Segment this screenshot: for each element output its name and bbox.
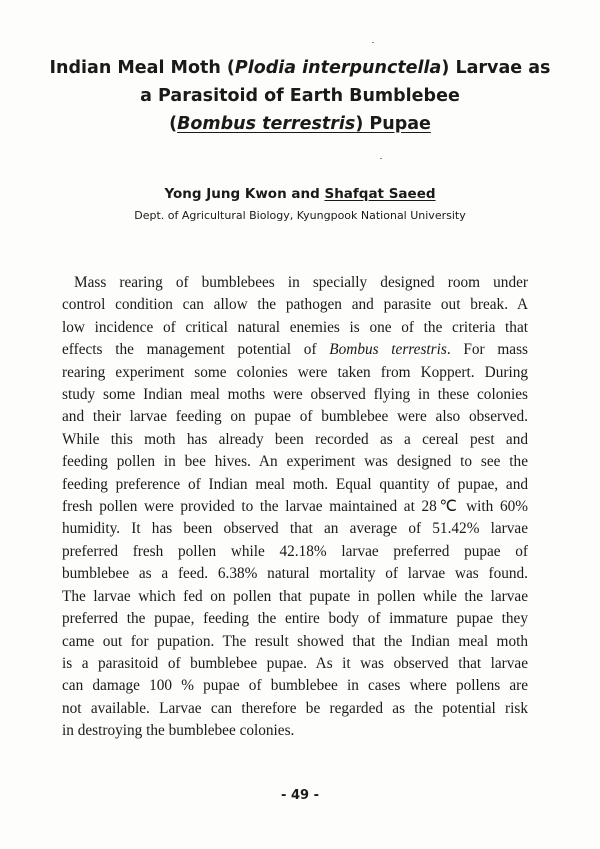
abstract-line — [62, 339, 528, 361]
abstract-line: is a parasitoid of bumblebee pupae. As it was observed that larvae — [62, 654, 528, 672]
page-number: - 49 - — [281, 788, 319, 803]
species-name-bee-italic: Bombus terrestris — [177, 114, 356, 134]
abstract-line: feeding pollen in bee hives. An experiment was designed to see the — [62, 453, 528, 471]
abstract-line: control condition can allow the pathogen and parasite out break. A — [62, 296, 528, 314]
abstract-line: and their larvae feeding on pupae of bumblebee were also observed. — [62, 408, 528, 426]
abstract-line: fresh pollen were provided to the larvae maintained at 28℃ with 60% — [62, 498, 528, 516]
abstract-line: humidity. It has been observed that an average of 51.42% larvae — [62, 520, 528, 538]
title-line-3 — [40, 110, 560, 138]
scan-speck — [380, 158, 382, 159]
corresponding-author: Shafqat Saeed — [324, 186, 436, 202]
abstract-line: study some Indian meal moths were observed flying in these colonies — [62, 386, 528, 404]
abstract-line: preferred fresh pollen while 42.18% larvae preferred pupae of — [62, 542, 528, 560]
species-name-bee — [177, 114, 431, 134]
author-names: Yong Jung Kwon and — [164, 186, 325, 202]
scan-speck — [372, 42, 374, 43]
title-text: ) Pupae — [355, 114, 431, 134]
abstract-line: can damage 100 % pupae of bumblebee in cases where pollens are — [62, 677, 528, 695]
paper-title — [40, 54, 560, 138]
title-line-1 — [40, 54, 560, 82]
abstract-line: While this moth has already been recorded as a cereal pest and — [62, 430, 528, 448]
abstract-body — [62, 272, 528, 743]
title-text: Indian Meal Moth ( — [49, 58, 235, 78]
title-text: ( — [169, 114, 178, 134]
abstract-line: came out for pupation. The result showed that the Indian meal moth — [62, 632, 528, 650]
species-name-moth: Plodia interpunctella — [234, 58, 442, 78]
abstract-line: bumblebee as a feed. 6.38% natural mortality of larvae was found. — [62, 565, 528, 583]
abstract-line: Mass rearing of bumblebees in specially designed room under — [74, 274, 528, 291]
title-text: ) Larvae as — [441, 58, 551, 78]
abstract-text: effects the management potential of — [62, 341, 330, 359]
abstract-line: not available. Larvae can therefore be regarded as the potential risk — [62, 699, 528, 717]
abstract-line: preferred the pupae, feeding the entire body of immature pupae they — [62, 610, 528, 628]
abstract-text: . For mass — [446, 341, 528, 359]
author-line — [40, 186, 560, 202]
abstract-line: low incidence of critical natural enemies is one of the criteria that — [62, 318, 528, 336]
title-line-2: a Parasitoid of Earth Bumblebee — [140, 86, 460, 106]
abstract-line: rearing experiment some colonies were taken from Koppert. During — [62, 363, 528, 381]
affiliation: Dept. of Agricultural Biology, Kyungpook National University — [134, 209, 466, 222]
species-name: Bombus terrestris — [329, 341, 447, 359]
abstract-line: feeding preference of Indian meal moth. Equal quantity of pupae, and — [62, 475, 528, 493]
abstract-line: in destroying the bumblebee colonies. — [62, 722, 295, 740]
abstract-line: The larvae which fed on pollen that pupate in pollen while the larvae — [62, 587, 528, 605]
